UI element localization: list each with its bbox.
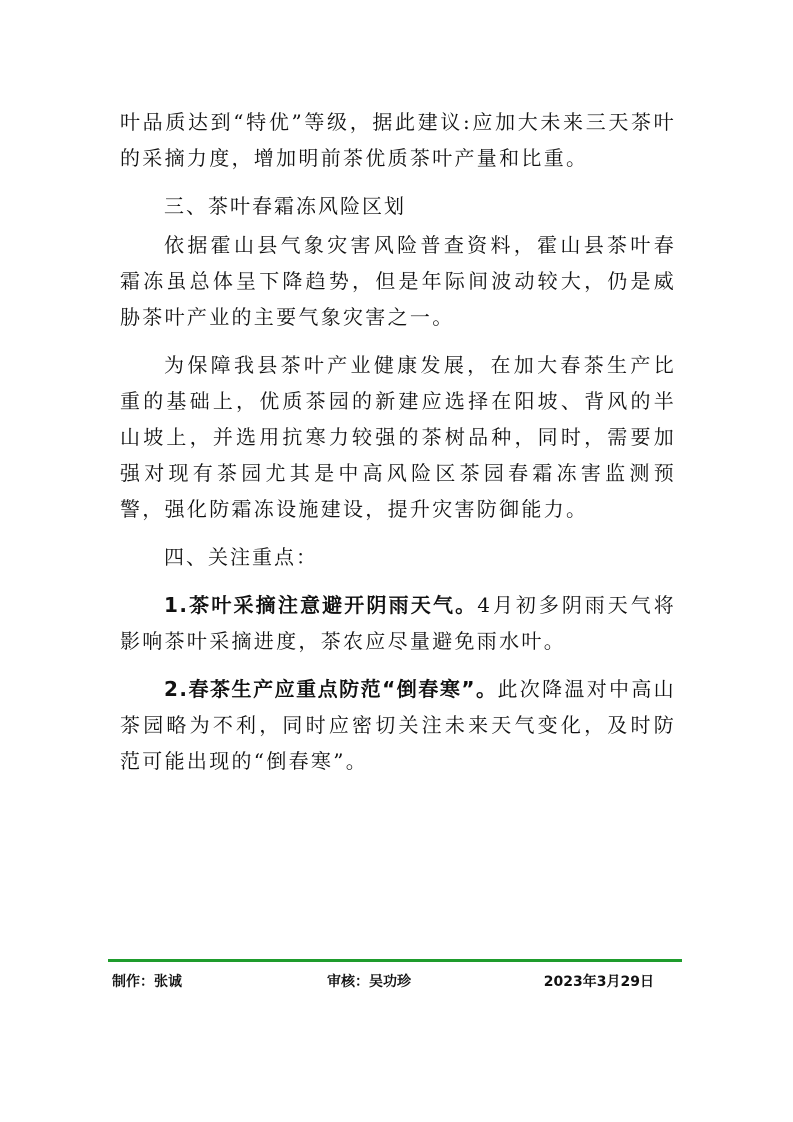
focus-item-2 bbox=[120, 671, 676, 779]
footer-author: 制作：张诚 bbox=[112, 974, 182, 990]
section-3-paragraph-2: 为保障我县茶叶产业健康发展，在加大春茶生产比重的基础上，优质茶园的新建应选择在阳坡、背风的半山坡上，并选用抗寒力较强的茶树品种，同时，需要加强对现有茶园尤其是中高风险区茶园春霜冻害监测预警，强化防霜冻设施建设，提升灾害防御能力。 bbox=[120, 353, 676, 521]
footer bbox=[108, 970, 682, 994]
footer-divider bbox=[108, 959, 682, 962]
focus-item-1-text: 4月初多阴雨天气将影响茶叶采摘进度，茶农应尽量避免雨水叶。 bbox=[120, 593, 676, 653]
document-body bbox=[120, 104, 676, 779]
focus-item-2-lead: 2.春茶生产应重点防范“倒春寒”。 bbox=[164, 677, 498, 701]
section-4-title: 四、关注重点： bbox=[164, 545, 318, 569]
focus-item-2-text: 此次降温对中高山茶园略为不利，同时应密切关注未来天气变化，及时防范可能出现的“倒春寒”。 bbox=[120, 677, 676, 773]
footer-date: 2023年3月29日 bbox=[543, 974, 654, 990]
footer-reviewer: 审核：吴功珍 bbox=[327, 974, 411, 990]
section-3-title: 三、茶叶春霜冻风险区划 bbox=[164, 194, 406, 218]
focus-item-1-lead: 1.茶叶采摘注意避开阴雨天气。 bbox=[164, 593, 478, 617]
section-3-paragraph-1: 依据霍山县气象灾害风险普查资料，霍山县茶叶春霜冻虽总体呈下降趋势，但是年际间波动较大，仍是威胁茶叶产业的主要气象灾害之一。 bbox=[120, 233, 676, 329]
focus-item-1 bbox=[120, 587, 676, 659]
paragraph-continued: 叶品质达到“特优”等级，据此建议:应加大未来三天茶叶的采摘力度，增加明前茶优质茶叶产量和比重。 bbox=[120, 110, 676, 170]
